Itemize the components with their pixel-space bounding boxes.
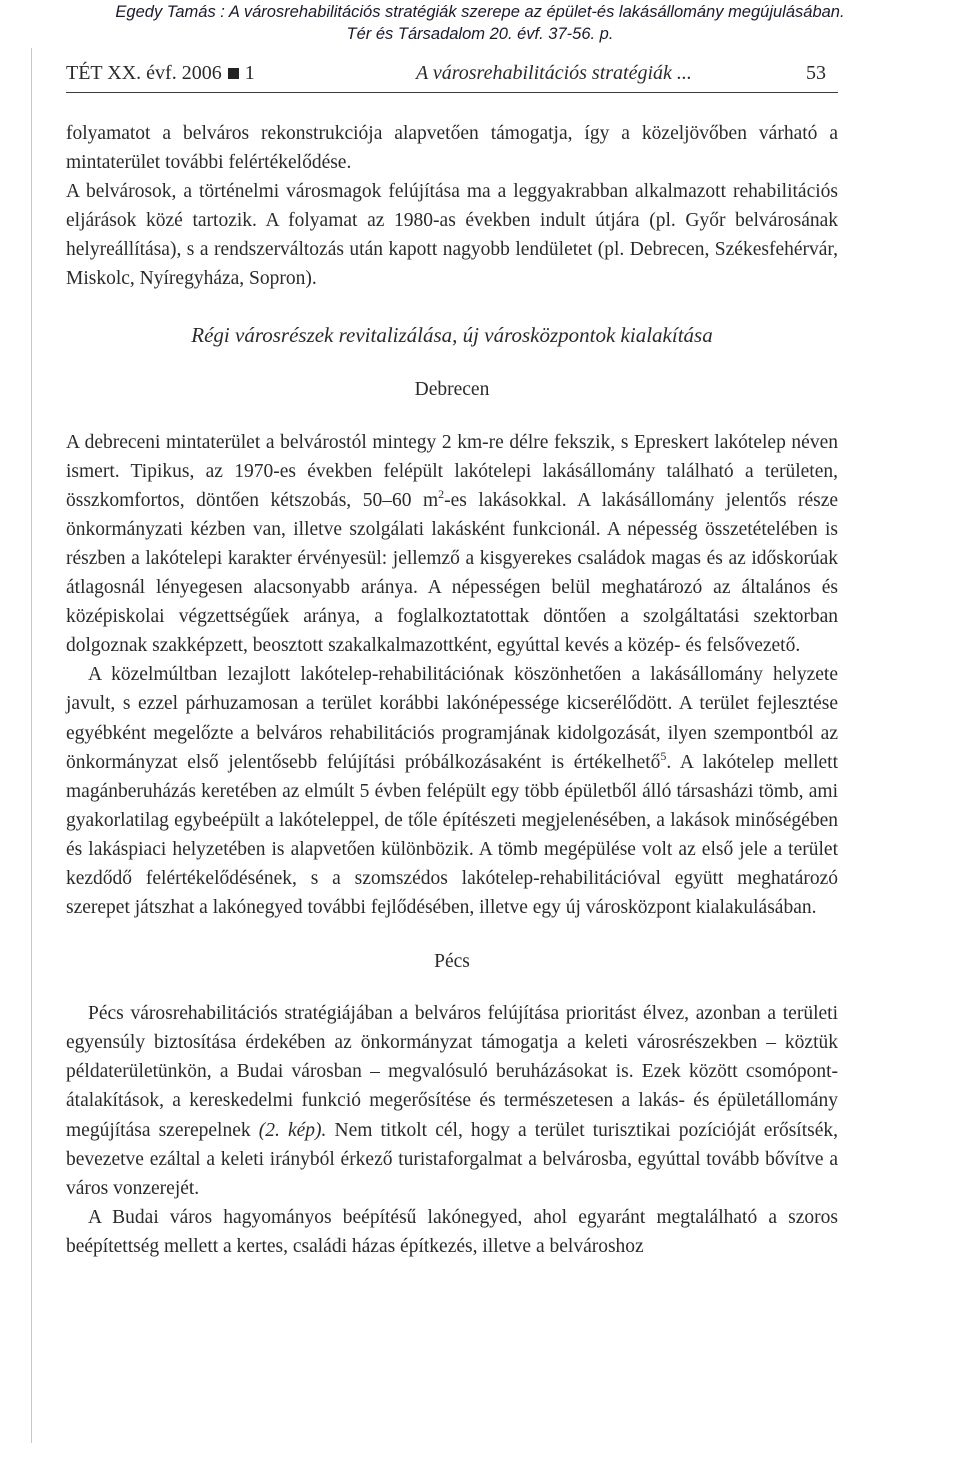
subheading-debrecen: Debrecen (414, 378, 490, 400)
text-segment: A közelmúltban lezajlott lakótelep-rehabilitációnak köszönhetően a lakásállomány helyzete javult, s ezzel párhuzamosan a terület korábbi lakónépessége kicserélődött. A terület fejlesztése egyébként megelőzte a belváros rehabilitációs programjának kidolgozását, ilyen szempontból az önkormányzat első jelentősebb felújítási próbálkozásaként is értékelhető (66, 664, 838, 773)
subheading-pecs: Pécs (434, 951, 470, 973)
text-segment: -es lakásokkal. A lakásállomány jelentős része önkormányzati kézben van, illetve szolgálati lakásként funkcionál. A népesség összetételében is részben a lakótelepi karakter érvényesül: jellemző a kisgyerekes családok magas és az időskorúak átlagosnál lényegesen alacsonyabb aránya. A népességen belül meghatározó az általános és középiskolai végzettségűek aránya, a foglalkoztatottak döntően a szolgáltatási szektorban dolgoznak szakképzett, beosztott szakalkalmazottként, egyúttal kevés a közép- és felsővezető. (66, 489, 839, 657)
journal-issue (66, 58, 255, 88)
text-segment: . A lakótelep mellett magánberuházás keretében az elmúlt 5 évben felépült egy több épületből álló társasházi tömb, ami gyakorlatilag egybeépült a lakóteleppel, de tőle építészeti megjelenésében, a lakások minőségében és lakáspiaci helyzetében is alapvetően különbözik. A tömb megépülése volt az első jele a terület kezdődő felértékelődésének, s a szomszédos lakótelep-rehabilitációval együtt meghatározó szerepet játszhat a lakónegyed további fejlődésében, illetve egy új városközpont kialakulásában. (66, 751, 838, 919)
text-segment: Nem titkolt cél, hogy a terület turisztikai pozícióját erősítsék, bevezetve ezáltal a keleti irányból érkező turistaforgalmat a belvárosba, egyúttal tovább bővítve a város vonzerejét. (66, 1119, 838, 1199)
square-bullet-icon (228, 68, 239, 79)
text-segment: A debreceni mintaterület a belvárostól mintegy 2 km-re délre fekszik, s Epreskert lakótelep néven ismert. Tipikus, az 1970-es években felépült lakótelepi lakásállomány található a területen, összkomfortos, döntően kétszobás, 50–60 m (66, 431, 838, 511)
running-title: A városrehabilitációs stratégiák ... (416, 62, 692, 84)
citation-header (0, 0, 960, 45)
journal-volume: TÉT XX. évf. 2006 (66, 62, 222, 84)
paragraph-debrecen-2 (66, 660, 838, 922)
article-body (66, 119, 838, 1261)
scan-margin-line (31, 48, 32, 1443)
page-number: 53 (806, 62, 826, 84)
text-segment: Pécs városrehabilitációs stratégiájában a belváros felújítása prioritást élvez, azonban a területi egyensúly biztosítása érdekében az önkormányzat támogatja a keleti városrészekben – köztük példaterületünkön, a Budai városban – megvalósuló beruházásokat is. Ezek között csomópont-átalakítások, a kereskedelmi funkció megerősítése és természetesen a lakás- és épületállomány megújítása szerepelnek (66, 1003, 838, 1141)
paragraph-debrecen-1 (66, 428, 838, 661)
footnote-marker: 5 (660, 748, 667, 763)
citation-line-1: Egedy Tamás : A városrehabilitációs stratégiák szerepe az épület-és lakásállomány megújulásában. (115, 3, 845, 21)
issue-number: 1 (244, 62, 255, 84)
section-title: Régi városrészek revitalizálása, új városközpontok kialakítása (191, 322, 713, 347)
citation-line-2: Tér és Társadalom 20. évf. 37-56. p. (346, 25, 614, 43)
running-head (66, 58, 838, 93)
superscript: 2 (438, 486, 445, 501)
paragraph-pecs-2: A Budai város hagyományos beépítésű lakónegyed, ahol egyaránt megtalálható a szoros beépítettség mellett a kertes, családi házas építkezés, illetve a belvároshoz (66, 1206, 838, 1257)
figure-reference: (2. kép). (258, 1119, 327, 1141)
paragraph-belvarosok: A belvárosok, a történelmi városmagok felújítása ma a leggyakrabban alkalmazott rehabilitációs eljárások közé tartozik. A folyamat az 1980-as években indult útjára (pl. Győr belvárosának helyreállítása), s a rendszerváltozás után kapott nagyobb lendületet (pl. Debrecen, Székesfehérvár, Miskolc, Nyíregyháza, Sopron). (66, 181, 838, 290)
paragraph-continuation: folyamatot a belváros rekonstrukciója alapvetően támogatja, így a közeljövőben várható a mintaterület további felértékelődése. (66, 123, 838, 174)
paragraph-pecs-1 (66, 999, 838, 1203)
